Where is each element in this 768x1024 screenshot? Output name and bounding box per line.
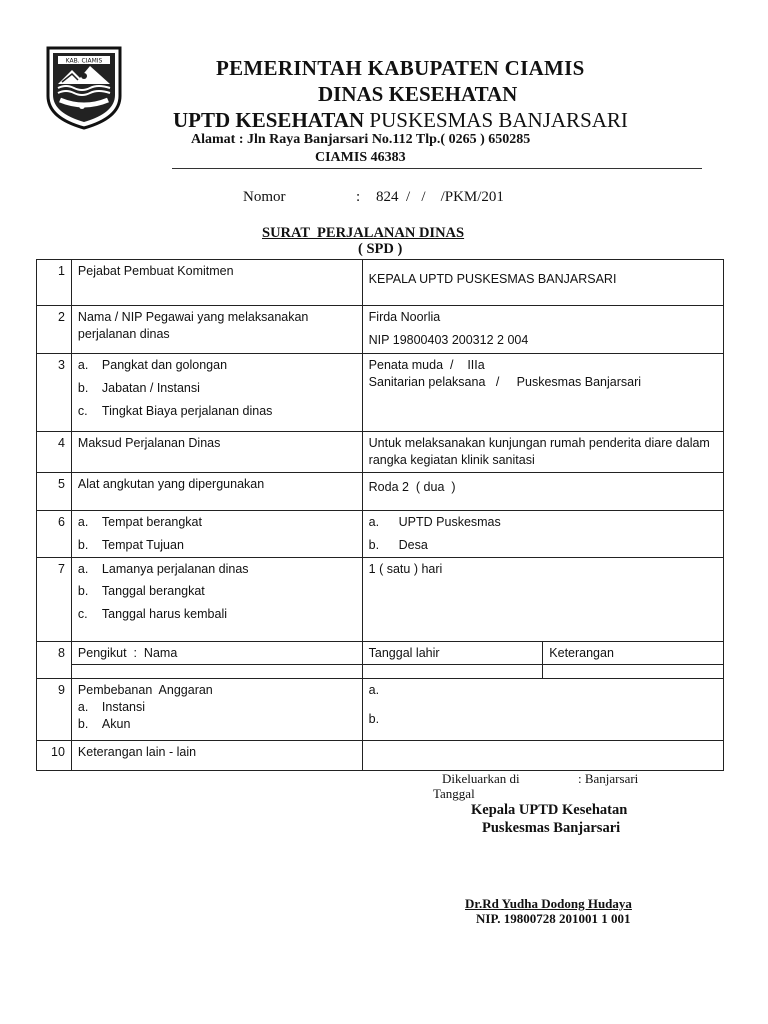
table-row-4 — [37, 432, 724, 473]
item-marker: a. — [368, 683, 380, 698]
row-number: 5 — [37, 472, 72, 510]
svg-text:KAB. CIAMIS: KAB. CIAMIS — [65, 57, 103, 65]
document-subtitle: ( SPD ) — [358, 241, 403, 257]
item-marker: a. — [77, 561, 89, 576]
item-label: Tingkat Biaya perjalanan dinas — [101, 403, 273, 418]
signer-name: Dr.Rd Yudha Dodong Hudaya — [465, 896, 632, 911]
column-header-birthdate: Tanggal lahir — [362, 641, 543, 665]
nomor-separator: : — [356, 189, 361, 205]
nomor-label: Nomor — [243, 189, 286, 205]
item-marker: b. — [77, 584, 89, 599]
row-number: 7 — [37, 557, 72, 641]
item-marker: b. — [77, 537, 89, 552]
employee-nip: NIP 19800403 200312 2 004 — [368, 332, 529, 347]
table-row-10 — [37, 741, 724, 771]
item-label: Jabatan / Instansi — [101, 380, 200, 395]
item-marker: b. — [77, 380, 89, 395]
row-label — [71, 354, 362, 432]
row-label: Alat angkutan yang dipergunakan — [71, 472, 362, 510]
item-marker: c. — [77, 403, 88, 418]
document-title: SURAT PERJALANAN DINAS — [262, 225, 465, 241]
date-label: Tanggal — [433, 786, 475, 801]
row-value — [362, 741, 723, 771]
item-label: Akun — [101, 717, 131, 732]
table-row-3 — [37, 354, 724, 432]
row-label: Maksud Perjalanan Dinas — [71, 432, 362, 473]
spd-table — [36, 259, 724, 771]
transport-mode: Roda 2 ( dua ) — [368, 479, 456, 494]
header-divider — [172, 168, 702, 169]
table-row-1 — [37, 260, 724, 306]
row-number: 10 — [37, 741, 72, 771]
row-number: 4 — [37, 432, 72, 473]
signer-title-1: Kepala UPTD Kesehatan — [471, 802, 628, 818]
row-label: Pejabat Pembuat Komitmen — [71, 260, 362, 306]
row-number: 9 — [37, 679, 72, 741]
table-row-7 — [37, 557, 724, 641]
header-government: PEMERINTAH KABUPATEN CIAMIS — [216, 56, 585, 80]
table-row-5 — [37, 472, 724, 510]
row-label — [71, 510, 362, 557]
follower-name-cell — [71, 665, 362, 679]
employee-name: Firda Noorlia — [368, 310, 441, 324]
destination-place: Desa — [398, 537, 428, 552]
table-row-6 — [37, 510, 724, 557]
row-label: Nama / NIP Pegawai yang melaksanakan perjalanan dinas — [71, 306, 362, 354]
item-marker: a. — [77, 514, 89, 529]
header-address: Alamat : Jln Raya Banjarsari No.112 Tlp.( 0265 ) 650285 — [191, 132, 531, 147]
row-label: Pengikut : Nama — [71, 641, 362, 665]
header-unit-bold: UPTD KESEHATAN — [173, 108, 365, 132]
item-label: Tempat Tujuan — [101, 537, 184, 552]
row-value — [362, 354, 723, 432]
position-agency: Sanitarian pelaksana / Puskesmas Banjarsari — [368, 374, 642, 389]
ciamis-regency-logo — [44, 44, 124, 130]
item-marker: a. — [77, 700, 89, 715]
rank-grade: Penata muda / IIIa — [368, 358, 485, 372]
item-label: Instansi — [101, 700, 146, 715]
row-number: 2 — [37, 306, 72, 354]
budget-label: Pembebanan Anggaran — [77, 683, 213, 698]
nomor-value: 824 / / /PKM/201 — [376, 189, 504, 205]
header-unit-puskesmas: PUSKESMAS BANJARSARI — [369, 108, 628, 132]
row-number: 1 — [37, 260, 72, 306]
table-row-8 — [37, 641, 724, 665]
row-value — [362, 679, 723, 741]
follower-notes-cell — [543, 665, 724, 679]
item-label: Pangkat dan golongan — [101, 358, 228, 372]
row-value — [362, 260, 723, 306]
item-marker: c. — [77, 607, 88, 622]
item-label: Tanggal harus kembali — [101, 607, 227, 622]
table-row-8-blank — [37, 665, 724, 679]
item-marker: b. — [77, 717, 89, 732]
item-marker: b. — [368, 712, 380, 727]
follower-birthdate-cell — [362, 665, 543, 679]
item-label: Lamanya perjalanan dinas — [101, 561, 249, 576]
row-value — [362, 306, 723, 354]
signer-nip: NIP. 19800728 201001 1 001 — [476, 911, 631, 926]
issued-at-value: : Banjarsari — [578, 771, 639, 786]
row-label: Keterangan lain - lain — [71, 741, 362, 771]
departure-place: UPTD Puskesmas — [398, 514, 501, 529]
row-value: 1 ( satu ) hari — [362, 557, 723, 641]
issuing-officer: KEPALA UPTD PUSKESMAS BANJARSARI — [368, 272, 617, 286]
signer-title-2: Puskesmas Banjarsari — [482, 820, 621, 836]
row-number: 6 — [37, 510, 72, 557]
row-label — [71, 557, 362, 641]
header-department: DINAS KESEHATAN — [318, 82, 518, 106]
row-value: Untuk melaksanakan kunjungan rumah penderita diare dalam rangka kegiatan klinik sanitasi — [362, 432, 723, 473]
item-marker: a. — [368, 514, 380, 529]
row-number: 3 — [37, 354, 72, 432]
item-label: Tempat berangkat — [101, 514, 202, 529]
row-value — [362, 472, 723, 510]
item-marker: a. — [77, 358, 89, 372]
row-value — [362, 510, 723, 557]
table-row-2 — [37, 306, 724, 354]
table-row-9 — [37, 679, 724, 741]
issued-at-label: Dikeluarkan di — [442, 771, 520, 786]
header-city: CIAMIS 46383 — [315, 150, 406, 165]
item-label: Tanggal berangkat — [101, 584, 205, 599]
item-marker: b. — [368, 537, 380, 552]
header-unit — [173, 108, 628, 133]
column-header-notes: Keterangan — [543, 641, 724, 665]
row-number: 8 — [37, 641, 72, 679]
row-label — [71, 679, 362, 741]
